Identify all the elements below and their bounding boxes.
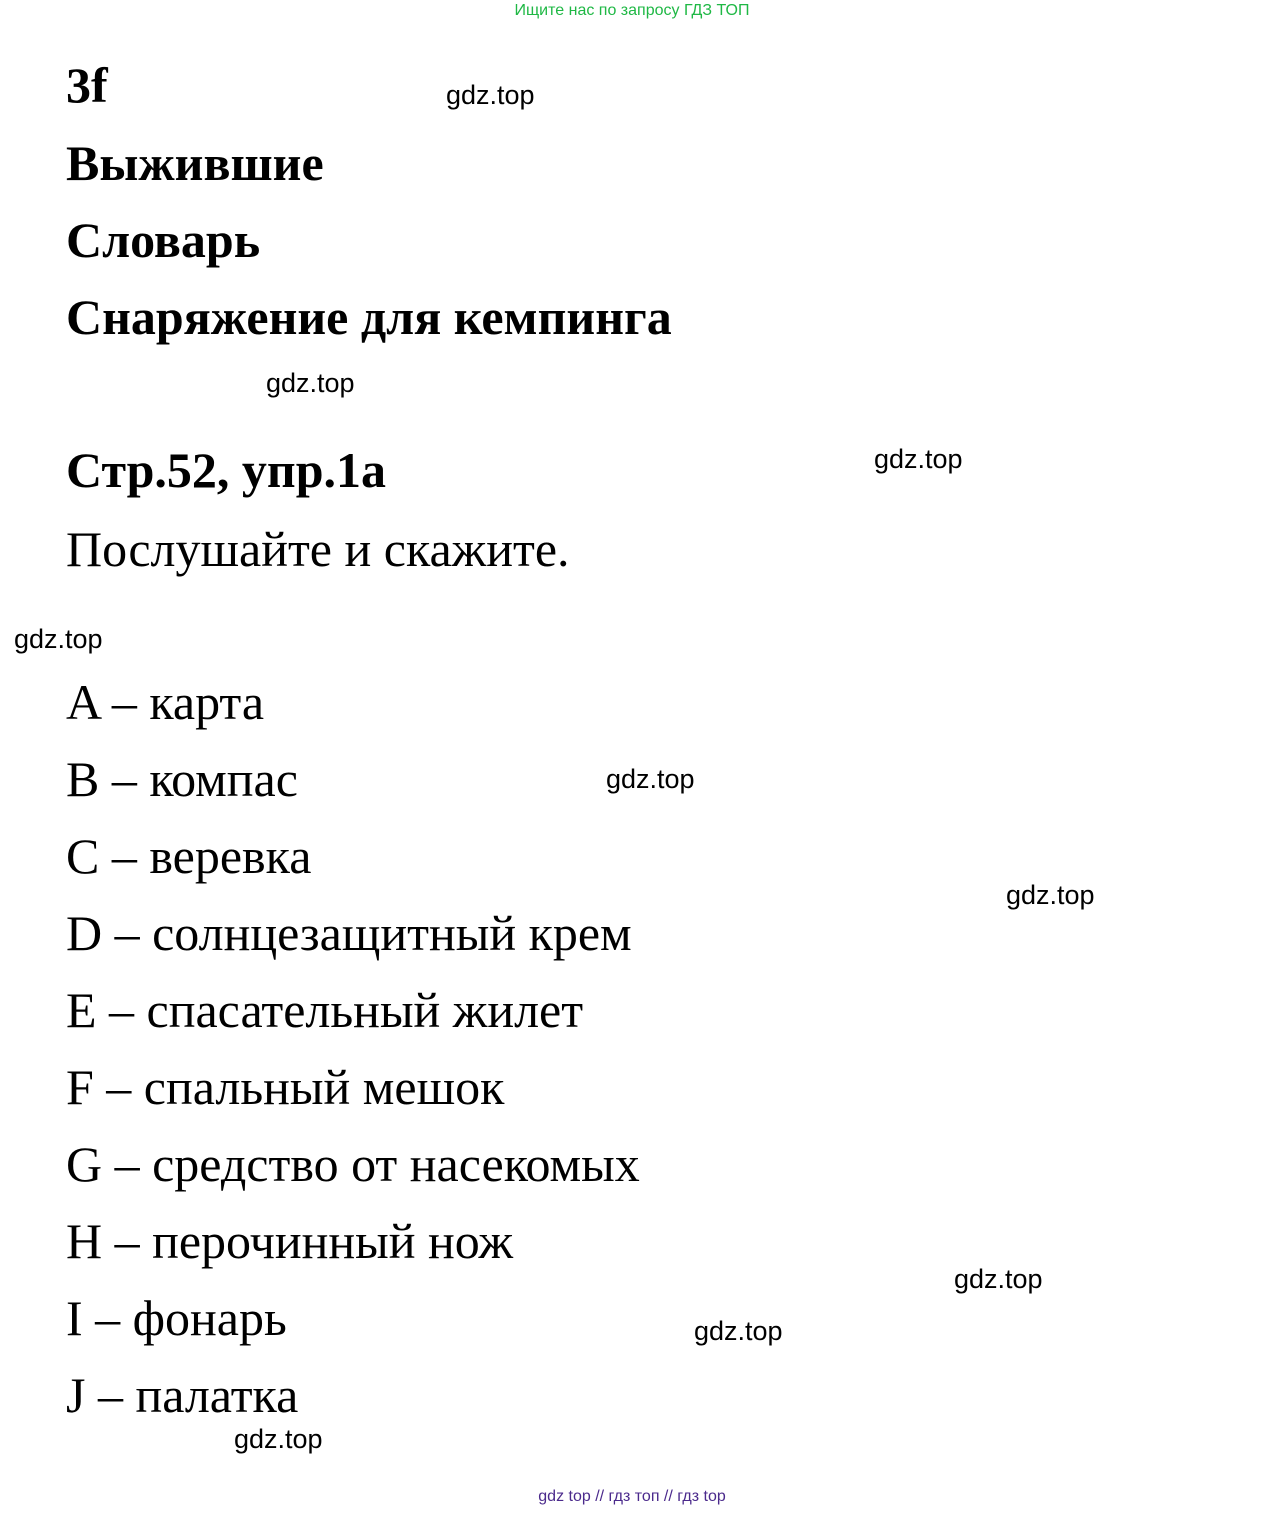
list-item: E – спасательный жилет: [66, 982, 584, 1038]
list-item: J – палатка: [66, 1367, 299, 1423]
list-item: B – компас: [66, 751, 298, 807]
watermark: gdz.top: [234, 1424, 323, 1454]
watermark: gdz.top: [954, 1264, 1043, 1294]
list-item: H – перочинный нож: [66, 1213, 514, 1269]
watermark: gdz.top: [14, 624, 103, 654]
watermark: gdz.top: [606, 764, 695, 794]
list-item: D – солнцезащитный крем: [66, 905, 632, 961]
footer-links: gdz top // гдз топ // гдз top: [538, 1488, 726, 1505]
list-item: F – спальный мешок: [66, 1059, 505, 1115]
list-item: C – веревка: [66, 828, 312, 884]
exercise-instruction: Послушайте и скажите.: [66, 521, 570, 577]
watermark: gdz.top: [694, 1316, 783, 1346]
top-banner: Ищите нас по запросу ГДЗ ТОП: [514, 2, 750, 19]
topic-title: Снаряжение для кемпинга: [66, 289, 672, 345]
list-item: A – карта: [66, 674, 265, 730]
list-item: G – средство от насекомых: [66, 1136, 640, 1192]
section-number: 3f: [66, 57, 108, 113]
lesson-subtitle: Словарь: [66, 212, 261, 268]
watermark: gdz.top: [1006, 880, 1095, 910]
watermark: gdz.top: [266, 368, 355, 398]
exercise-reference: Стр.52, упр.1a: [66, 442, 387, 498]
lesson-title: Выжившие: [66, 135, 324, 191]
watermark: gdz.top: [446, 80, 535, 110]
list-item: I – фонарь: [66, 1290, 287, 1346]
watermark: gdz.top: [874, 444, 963, 474]
